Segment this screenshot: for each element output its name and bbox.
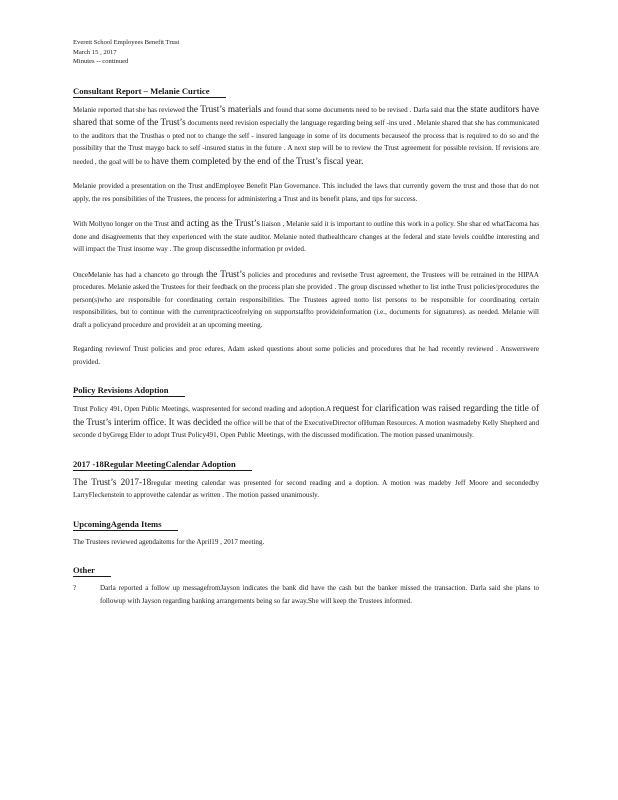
consultant-paragraph-1	[73, 103, 539, 169]
consultant-report-heading: Consultant Report – Melanie Curtice	[73, 86, 226, 98]
consultant-paragraph-3	[73, 217, 539, 256]
text-run: request for clarification was raised regarding the title of the Trust’s interim office. It was decided	[73, 403, 540, 427]
text-run: regular meeting calendar was presented for second reading and a doption. A motion was madeby Jeff Moore and secondedby LarryFleckenstein to approvethe calendar as written . The motion passed unanimously.	[73, 478, 540, 499]
meeting-calendar-heading: 2017 -18Regular MeetingCalendar Adoption	[73, 459, 252, 471]
header-minutes-label: Minutes -- continued	[73, 58, 129, 65]
text-run: and found that some documents need to be revised . Darla said that	[261, 105, 457, 114]
calendar-paragraph-1	[73, 476, 539, 502]
document-header	[73, 38, 539, 67]
text-run: have them completed by the end of the Trust’s fiscal year.	[151, 155, 364, 166]
other-list	[73, 582, 539, 607]
header-date: March 15 , 2017	[73, 48, 117, 56]
agenda-paragraph-1: The Trustees reviewed agendaitems for the April19 , 2017 meeting.	[73, 537, 265, 546]
upcoming-agenda-section	[73, 514, 539, 549]
text-run: the Trust’s	[206, 268, 246, 279]
header-organization: Everett School Employees Benefit Trust	[73, 39, 180, 46]
meeting-calendar-section	[73, 454, 539, 502]
text-run: With Mollyno longer on the Trust	[73, 220, 171, 228]
consultant-paragraph-2: Melanie provided a presentation on the Trust andEmployee Benefit Plan Governance. This included the laws that currently govern the trust and those that do not apply, the res ponsibilities of the Trustees, the process for administering a Trust and its benefit plans, and tips for success.	[73, 182, 539, 203]
consultant-paragraph-5: Regarding reviewof Trust policies and proc edures, Adam asked questions about some policies and procedures that he had recently reviewed . Answerswere provided.	[73, 345, 539, 366]
text-run: liaison , Melanie said it is important to outline this work in a policy. She shar ed whatTacoma has done and disagreements that they experienced with the state auditor. Melanie noted thathealthcare changes at the federal and state levels couldbe interesting and will impact the Trust insome way . The group discussedthe information pr ovided.	[73, 220, 539, 253]
policy-revisions-section	[73, 380, 539, 442]
text-run: the state auditors have shared that some of the Trust’s	[73, 103, 539, 127]
text-run: documents need revision especially the language regarding being self -ins ured . Melanie shared that she has communicated to the auditors that the Trusthas o pted not to change the self - insured language in some of its documents becauseof the process that is required to do so and the possibility that the Trust maygo back to self -insured status in the future . A next step will be to review the Trust agreement for possible revision. If revisions are needed , the goal will be to	[73, 119, 539, 166]
bullet-marker: ?	[73, 584, 77, 592]
other-heading: Other	[73, 565, 111, 577]
text-run: the Trust’s materials	[186, 103, 262, 114]
consultant-report-section	[73, 81, 539, 369]
upcoming-agenda-heading: UpcomingAgenda Items	[73, 519, 178, 531]
text-run: Trust Policy 491, Open Public Meetings, waspresented for second reading and adoption.A	[73, 405, 333, 413]
list-item	[73, 582, 539, 607]
text-run: policies and procedures and revisethe Trust agreement, the Trustees will be retrained in the HIPAA procedures. Melanie asked the Trustees for their feedback on the process plan she provided . The group discussed whether to list inthe Trust policies/procedures the person(s)who are responsible for coordinating certain responsibilities. The Trustees agreed notto list persons to be responsible for coordinating certain responsibilities, but to continue with the currentpracticeofrelying on supportstaffto provideinformation (i.e., documents for signatures). as needed. Melanie will draft a policyand procedure and provideit at an upcoming meeting.	[73, 270, 539, 329]
other-section	[73, 560, 539, 607]
text-run: OnceMelanie has had a chanceto go through	[73, 270, 207, 279]
consultant-paragraph-4	[73, 268, 539, 332]
minutes-page	[73, 38, 539, 607]
text-run: and acting as the Trust’s	[170, 218, 260, 228]
list-item-text: Darla reported a follow up messagefromJayson indicates the bank did have the cash but the banker missed the transaction. Darla said she plans to followup with Jayson regarding banking arrangements being so far away.She will keep the Trustees informed.	[100, 584, 539, 605]
policy-revisions-heading: Policy Revisions Adoption	[73, 385, 185, 397]
policy-paragraph-1	[73, 402, 539, 442]
text-run: Melanie reported that she has reviewed	[73, 105, 187, 114]
text-run: the office will be that of the ExecutiveDirector ofHuman Resources. A motion wasmadeby Kelly Shepherd and seconde d byGregg Elder to adopt Trust Policy491, Open Public Meetings, with the discussed modification. The motion passed unanimously.	[73, 418, 539, 439]
text-run: The Trust’s 2017-18	[73, 476, 152, 487]
